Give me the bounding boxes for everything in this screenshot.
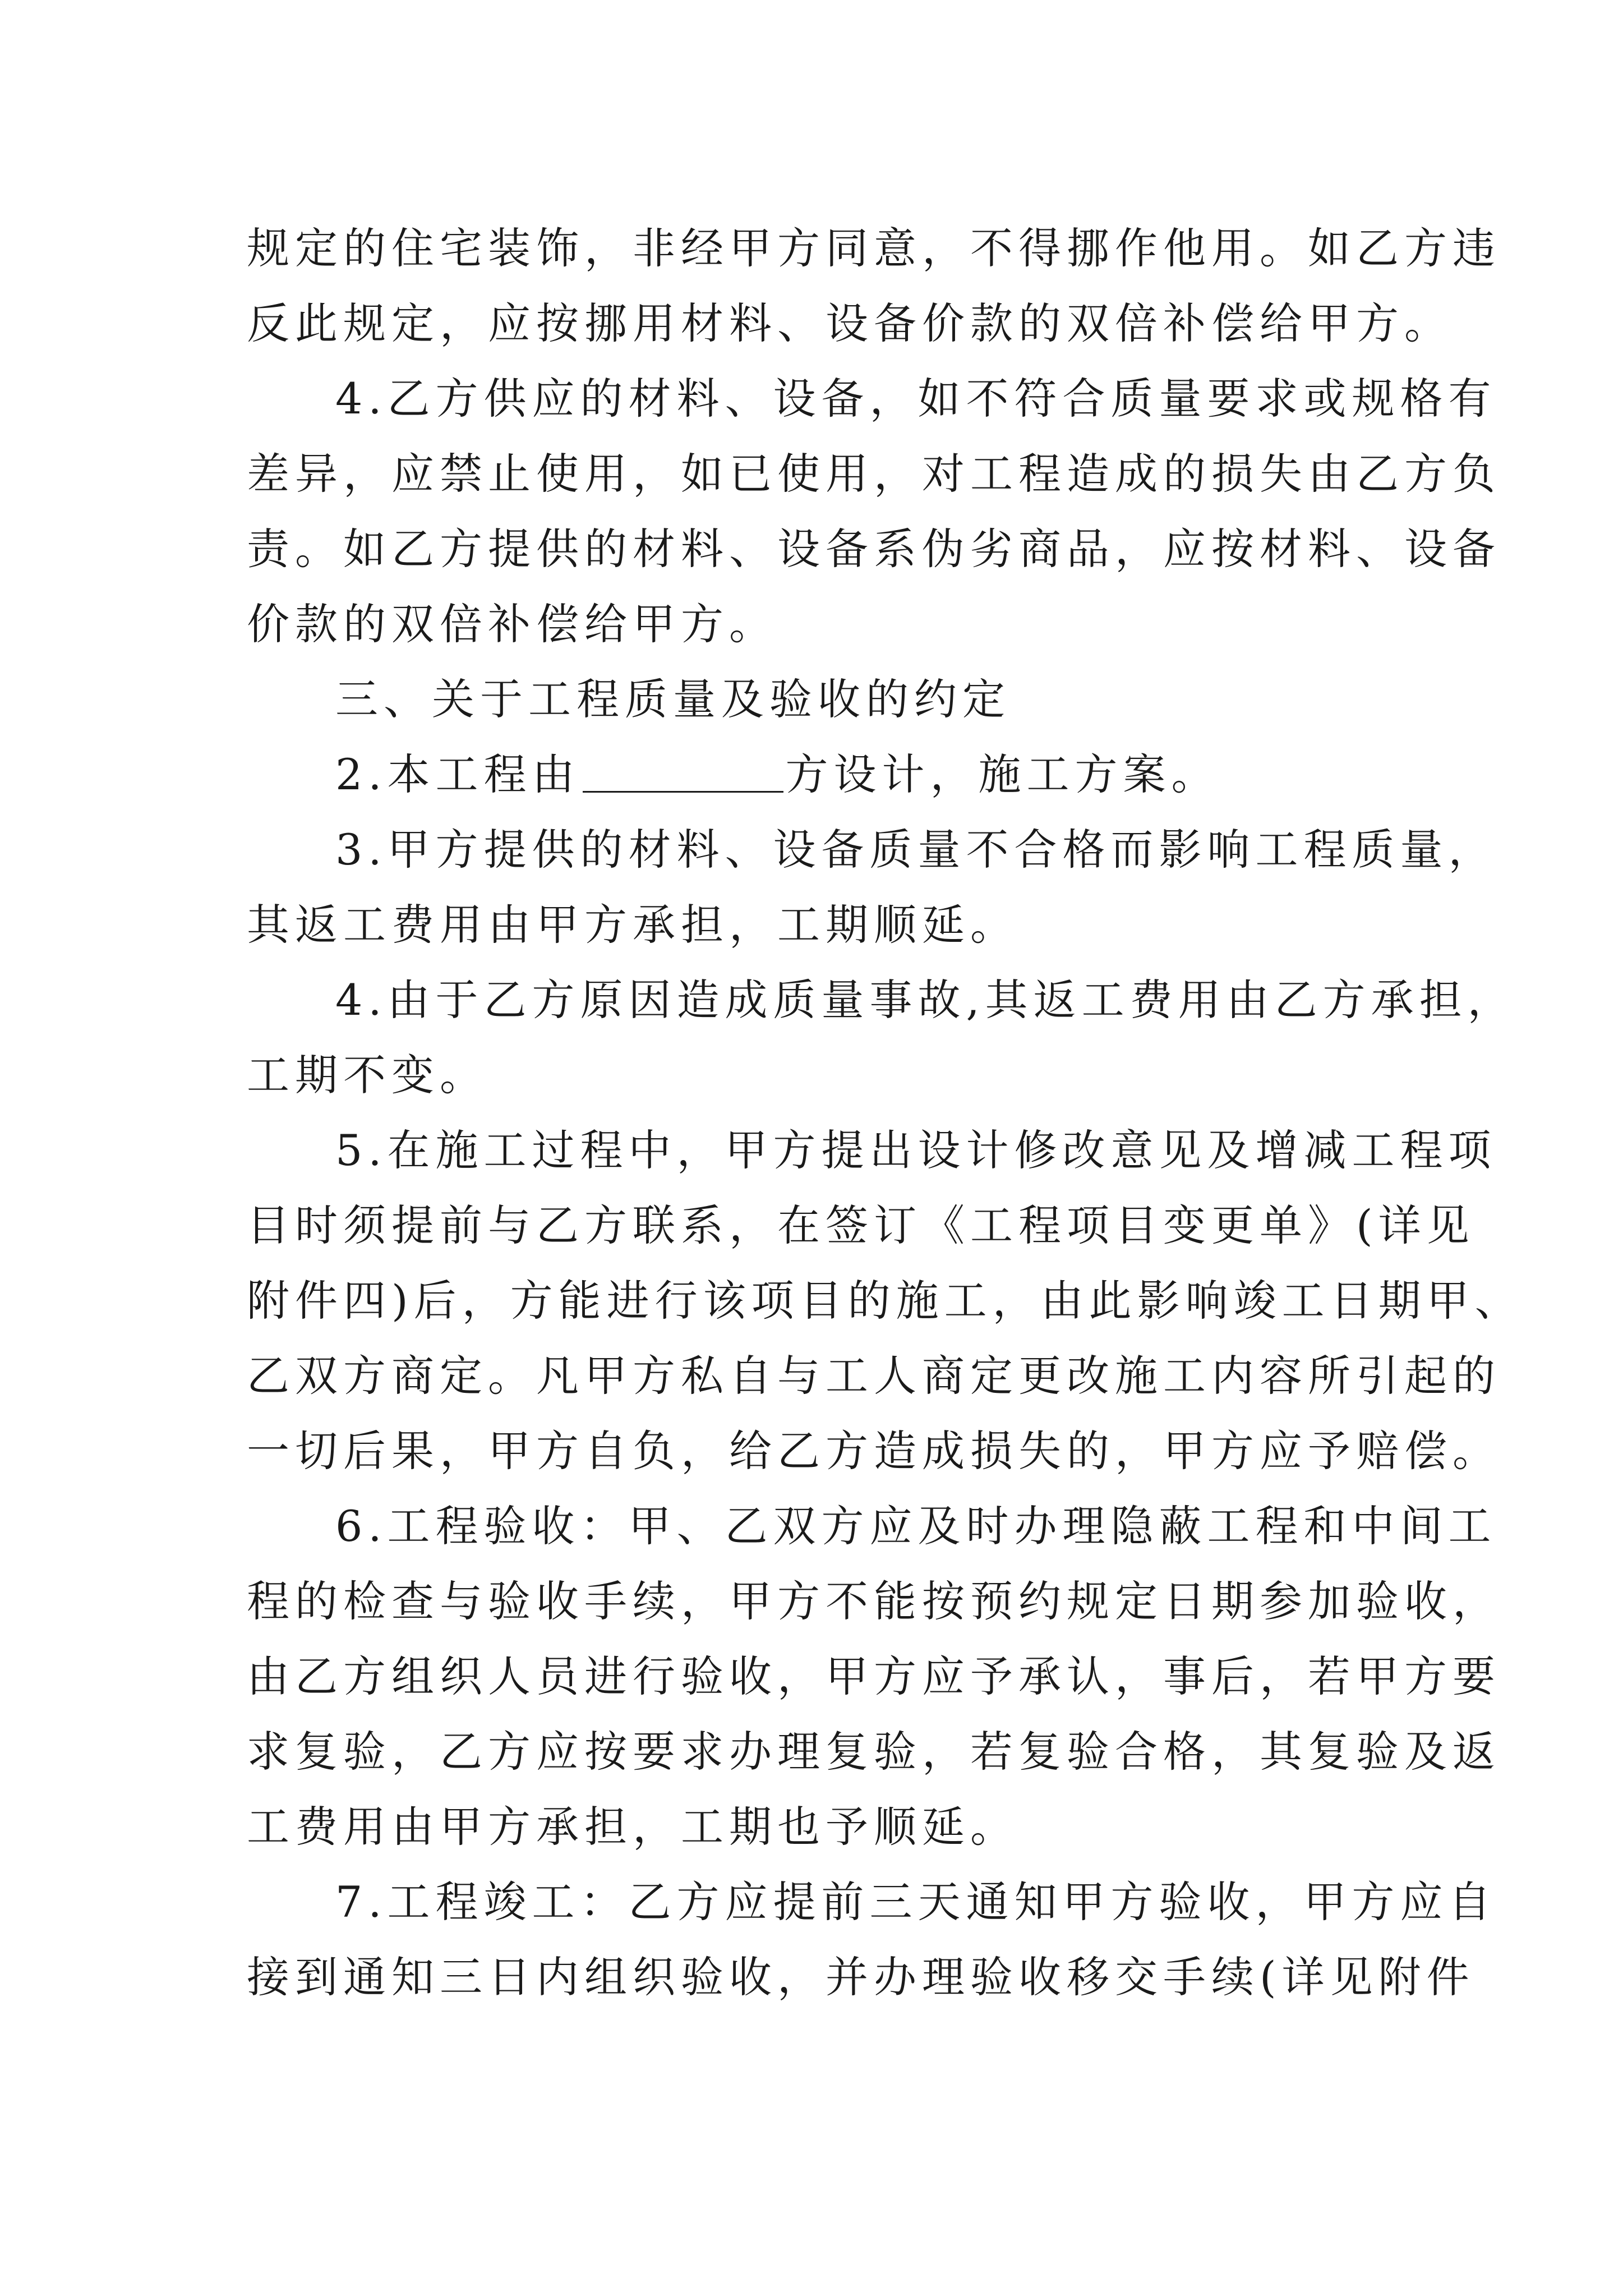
text-line: 规定的住宅装饰，非经甲方同意，不得挪作他用。如乙方违 xyxy=(247,223,1501,273)
section-heading: 三、关于工程质量及验收的约定 xyxy=(335,674,1011,724)
text-line: 求复验，乙方应按要求办理复验，若复验合格，其复验及返 xyxy=(247,1727,1501,1777)
text-line: 价款的双倍补偿给甲方。 xyxy=(247,599,777,649)
text-line: 目时须提前与乙方联系，在签订《工程项目变更单》(详见 xyxy=(247,1200,1475,1250)
text-line: 乙双方商定。凡甲方私自与工人商定更改施工内容所引起的 xyxy=(247,1351,1501,1401)
fill-in-blank xyxy=(583,757,783,793)
text-line: 一切后果，甲方自负，给乙方造成损失的，甲方应予赔偿。 xyxy=(247,1426,1501,1476)
text-line: 3.甲方提供的材料、设备质量不合格而影响工程质量， xyxy=(335,825,1497,875)
text-line: 附件四)后，方能进行该项目的施工，由此影响竣工日期甲、 xyxy=(247,1276,1523,1326)
text-segment: 2.本工程由 xyxy=(335,749,580,799)
text-line: 工期不变。 xyxy=(247,1050,488,1100)
text-line: 差异，应禁止使用，如已使用，对工程造成的损失由乙方负 xyxy=(247,449,1501,499)
text-line-with-blank xyxy=(247,737,1391,812)
text-line: 4.乙方供应的材料、设备，如不符合质量要求或规格有 xyxy=(335,374,1497,424)
text-line: 程的检查与验收手续，甲方不能按预约规定日期参加验收， xyxy=(247,1576,1501,1626)
text-line: 其返工费用由甲方承担，工期顺延。 xyxy=(247,900,1018,950)
text-line: 4.由于乙方原因造成质量事故,其返工费用由乙方承担， xyxy=(335,975,1516,1025)
contract-text xyxy=(247,211,1523,2015)
text-line: 反此规定，应按挪用材料、设备价款的双倍补偿给甲方。 xyxy=(247,298,1453,348)
text-line: 工费用由甲方承担，工期也予顺延。 xyxy=(247,1802,1018,1852)
text-line: 由乙方组织人员进行验收，甲方应予承认，事后，若甲方要 xyxy=(247,1651,1501,1701)
text-line: 6.工程验收：甲、乙双方应及时办理隐蔽工程和中间工 xyxy=(335,1501,1497,1551)
text-line: 5.在施工过程中，甲方提出设计修改意见及增减工程项 xyxy=(335,1125,1497,1175)
text-line: 接到通知三日内组织验收，并办理验收移交手续(详见附件 xyxy=(247,1952,1475,2002)
text-segment: 方设计，施工方案。 xyxy=(785,749,1220,799)
text-line: 7.工程竣工：乙方应提前三天通知甲方验收，甲方应自 xyxy=(335,1877,1497,1927)
text-line: 责。如乙方提供的材料、设备系伪劣商品，应按材料、设备 xyxy=(247,524,1501,574)
